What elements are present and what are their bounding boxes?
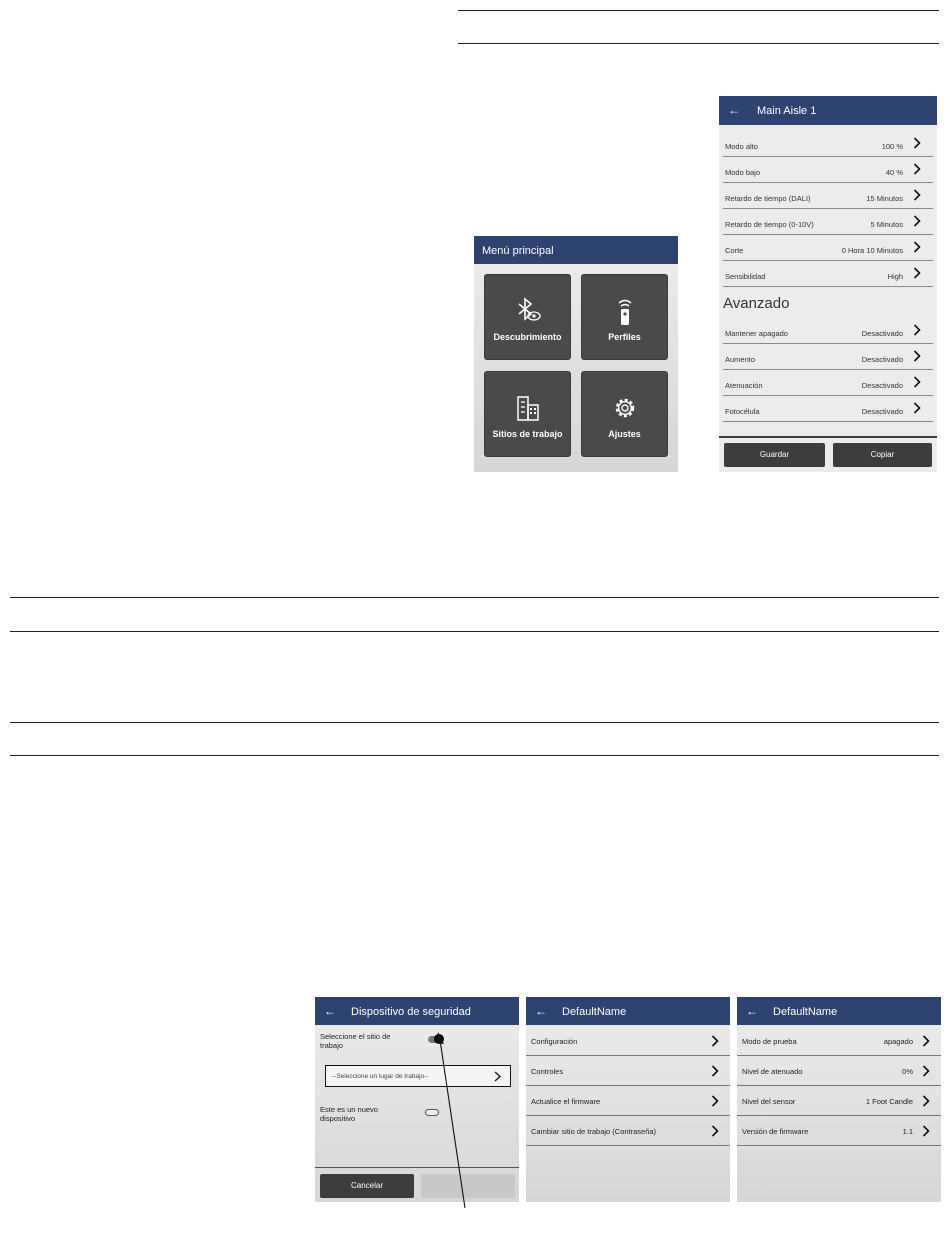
divider: [458, 10, 939, 11]
row-value: Desactivado: [861, 407, 903, 416]
select-placeholder: --Seleccione un lugar de trabajo--: [332, 1073, 429, 1080]
row-label: Fotocélula: [725, 407, 760, 416]
footer-divider: [719, 436, 937, 438]
chevron-right-icon: [711, 1065, 719, 1077]
section-heading: Avanzado: [723, 295, 790, 312]
chevron-right-icon: [711, 1095, 719, 1107]
chevron-right-icon: [922, 1125, 930, 1137]
setting-row[interactable]: [526, 1026, 730, 1056]
row-label: Nivel del sensor: [742, 1097, 796, 1106]
chevron-right-icon: [711, 1035, 719, 1047]
back-arrow-icon[interactable]: ←: [746, 1004, 758, 1018]
row-value: 0%: [902, 1067, 913, 1076]
worksites-tile[interactable]: [484, 371, 571, 457]
setting-row[interactable]: [526, 1116, 730, 1146]
setting-row[interactable]: [737, 1056, 941, 1086]
discovery-tile[interactable]: [484, 274, 571, 360]
setting-row[interactable]: [723, 157, 933, 183]
chevron-right-icon: [913, 267, 921, 279]
main-menu-screen: [474, 236, 678, 472]
row-label: Aumento: [725, 355, 756, 364]
row-label: Modo bajo: [725, 168, 761, 177]
chevron-right-icon: [711, 1125, 719, 1137]
page-title: DefaultName: [562, 1006, 627, 1018]
chevron-right-icon: [922, 1095, 930, 1107]
row-label: Modo alto: [725, 142, 758, 151]
row-label: Actualice el firmware: [531, 1097, 601, 1106]
page-title: Menú principal: [482, 245, 554, 257]
row-value: 5 Minutos: [870, 220, 903, 229]
new-device-label: Este es un nuevo dispositivo: [320, 1105, 378, 1123]
setting-row[interactable]: [723, 344, 933, 370]
setting-row[interactable]: [723, 318, 933, 344]
divider: [10, 631, 939, 632]
row-label: Cambiar sitio de trabajo (Contraseña): [531, 1127, 657, 1136]
row-value: Desactivado: [861, 381, 903, 390]
chevron-right-icon: [913, 189, 921, 201]
row-value: Desactivado: [861, 329, 903, 338]
setting-row[interactable]: [526, 1056, 730, 1086]
worksite-select[interactable]: [325, 1065, 511, 1087]
row-value: 1.1: [902, 1127, 913, 1136]
select-site-label: Seleccione el sitio de trabajo: [320, 1032, 391, 1050]
header-bar: [474, 236, 678, 264]
row-label: Configuración: [531, 1037, 578, 1046]
row-value: High: [887, 272, 903, 281]
bluetooth-eye-icon: [513, 297, 543, 325]
setting-row[interactable]: [723, 209, 933, 235]
row-label: Atenuación: [725, 381, 763, 390]
chevron-right-icon: [913, 402, 921, 414]
row-label: Corte: [725, 246, 744, 255]
chevron-right-icon: [913, 376, 921, 388]
header-bar: [315, 997, 519, 1025]
copy-button[interactable]: Copiar: [833, 443, 932, 467]
default-name-menu-screen: [526, 997, 730, 1202]
row-value: Desactivado: [861, 355, 903, 364]
row-value: 40 %: [885, 168, 903, 177]
divider: [10, 755, 939, 756]
chevron-right-icon: [913, 163, 921, 175]
setting-row[interactable]: [723, 131, 933, 157]
profiles-tile[interactable]: [581, 274, 668, 360]
setting-row[interactable]: [723, 235, 933, 261]
row-label: Retardo de tiempo (0-10V): [725, 220, 814, 229]
chevron-right-icon: [913, 350, 921, 362]
setting-row[interactable]: [723, 261, 933, 287]
setting-row[interactable]: [737, 1026, 941, 1056]
row-label: Versión de firmware: [742, 1127, 809, 1136]
row-value: 100 %: [881, 142, 903, 151]
back-arrow-icon[interactable]: ←: [728, 103, 740, 117]
row-label: Mantener apagado: [725, 329, 788, 338]
gear-icon: [611, 394, 639, 422]
row-value: 15 Minutos: [866, 194, 903, 203]
setting-row[interactable]: [737, 1086, 941, 1116]
settings-tile[interactable]: [581, 371, 668, 457]
pointer-arrow: [430, 1030, 470, 1210]
chevron-right-icon: [913, 137, 921, 149]
divider: [458, 43, 939, 44]
tile-label: Perfiles: [608, 332, 641, 342]
tile-label: Ajustes: [608, 429, 641, 439]
chevron-right-icon: [494, 1071, 501, 1082]
footer-divider: [315, 1167, 519, 1168]
row-label: Sensibilidad: [725, 272, 766, 281]
header-bar: [526, 997, 730, 1025]
chevron-right-icon: [922, 1065, 930, 1077]
setting-row[interactable]: [723, 370, 933, 396]
row-value: apagado: [883, 1037, 913, 1046]
back-arrow-icon[interactable]: ←: [535, 1004, 547, 1018]
setting-row[interactable]: [526, 1086, 730, 1116]
back-arrow-icon[interactable]: ←: [324, 1004, 336, 1018]
save-button[interactable]: Guardar: [724, 443, 825, 467]
row-label: Modo de prueba: [742, 1037, 797, 1046]
row-label: Retardo de tiempo (DALI): [725, 194, 811, 203]
row-value: 0 Hora 10 Minutos: [841, 246, 903, 255]
tile-label: Descubrimiento: [493, 332, 562, 342]
row-label: Controles: [531, 1067, 564, 1076]
setting-row[interactable]: [723, 396, 933, 422]
chevron-right-icon: [913, 241, 921, 253]
setting-row[interactable]: [737, 1116, 941, 1146]
header-bar: [719, 96, 937, 125]
divider: [10, 722, 939, 723]
row-value: 1 Foot Candle: [865, 1097, 913, 1106]
tile-label: Sitios de trabajo: [492, 429, 563, 439]
chevron-right-icon: [913, 215, 921, 227]
remote-icon: [613, 297, 637, 327]
page-title: DefaultName: [773, 1006, 838, 1018]
chevron-right-icon: [922, 1035, 930, 1047]
cancel-button[interactable]: Cancelar: [320, 1174, 414, 1198]
main-aisle-screen: [719, 96, 937, 472]
chevron-right-icon: [913, 324, 921, 336]
row-label: Nivel de atenuado: [742, 1067, 803, 1076]
header-bar: [737, 997, 941, 1025]
page-title: Dispositivo de seguridad: [351, 1006, 471, 1018]
setting-row[interactable]: [723, 183, 933, 209]
default-name-info-screen: [737, 997, 941, 1202]
divider: [10, 597, 939, 598]
building-icon: [514, 394, 542, 422]
page-title: Main Aisle 1: [757, 105, 817, 117]
security-device-screen: [315, 997, 519, 1202]
